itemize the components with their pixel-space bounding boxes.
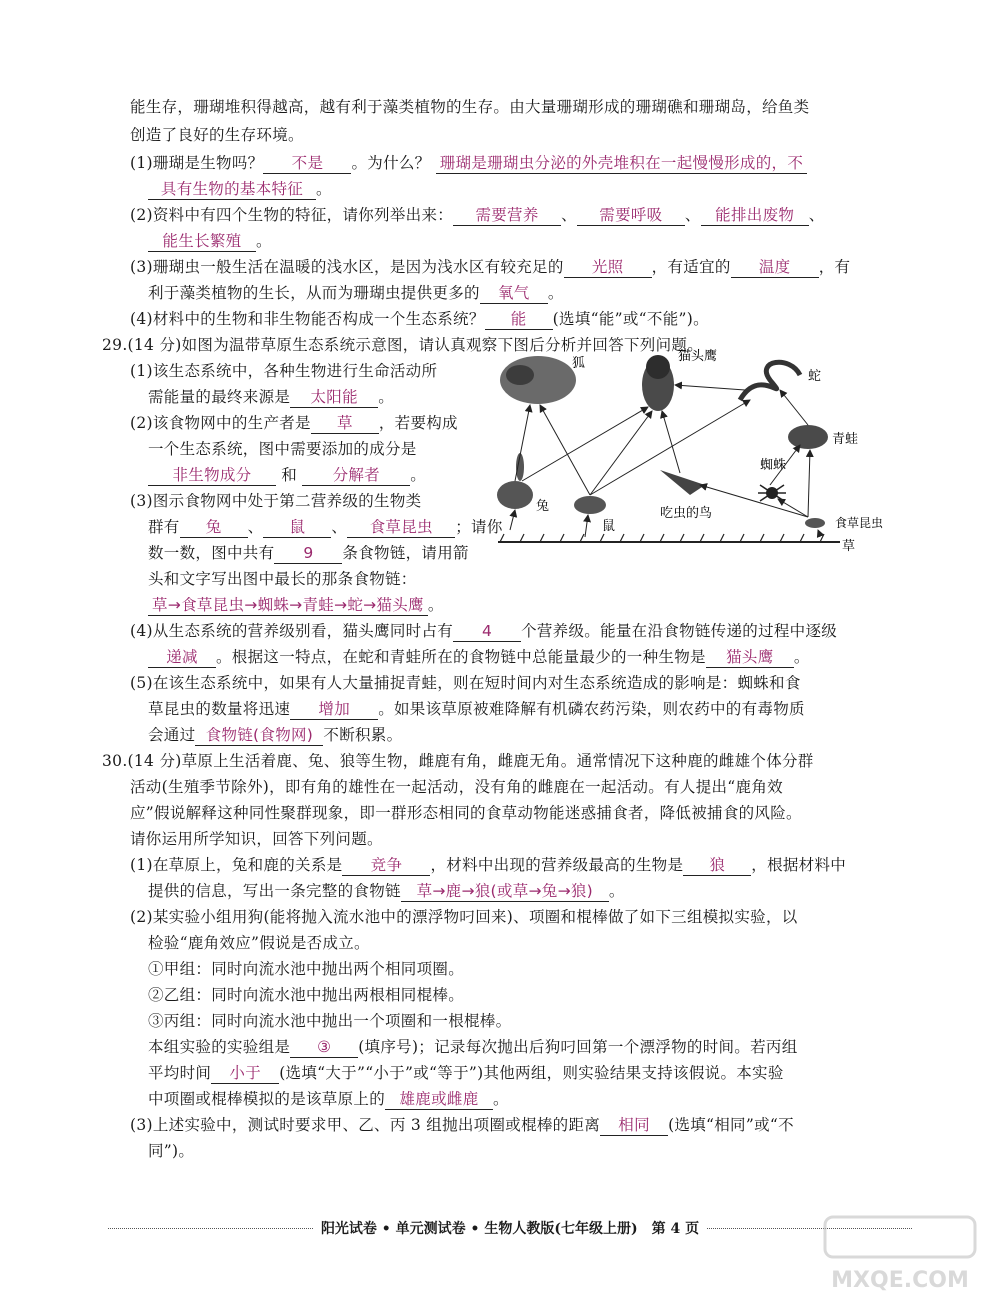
q29-p2-line1	[130, 412, 458, 434]
punct: 。	[793, 648, 810, 666]
q30-p3-text2: (选填“相同”或“不	[668, 1116, 794, 1134]
punct: 。	[378, 388, 395, 406]
answer-blank: 雄鹿或雌鹿	[385, 1089, 493, 1110]
spider-icon	[758, 485, 786, 501]
answer-blank: 相同	[600, 1115, 668, 1136]
answer-blank: 4	[453, 621, 521, 642]
q30-p2-text2: (填序号)；记录每次抛出后狗叼回第一个漂浮物的时间。若丙组	[358, 1038, 798, 1056]
q30-p2-text3: 平均时间	[148, 1064, 212, 1082]
q28-p2-text: (2)资料中有四个生物的特征，请你列举出来：	[130, 206, 454, 224]
insect-icon	[805, 518, 825, 528]
q29-p4-line2	[148, 646, 810, 668]
label-bird: 吃虫的鸟	[660, 506, 713, 521]
answer-blank: 分解者	[302, 465, 410, 486]
q28-part4	[130, 308, 709, 330]
q30-p3-text: (3)上述实验中，测试时要求甲、乙、丙 3 组抛出项圈或棍棒的距离	[130, 1116, 601, 1134]
q30-stem-2: 活动(生殖季节除外)，即有角的雄性在一起活动，没有角的雌鹿在一起活动。有人提出“鹿角效	[130, 778, 783, 796]
q29-p3-line5	[148, 594, 444, 616]
fox-icon	[500, 356, 576, 404]
q30-group-1: ①甲组：同时向流水池中抛出两个相同项圈。	[148, 960, 465, 978]
answer-blank: 能	[485, 309, 553, 330]
intro-line-2: 创造了良好的生存环境。	[130, 126, 304, 144]
q30-p2-text4: (选填“大于”“小于”或“等于”)其他两组，则实验结果支持该假说。本实验	[279, 1064, 784, 1082]
q28-p3-text2: ，有适宜的	[651, 258, 731, 276]
q30-stem-4: 请你运用所学知识，回答下列问题。	[130, 830, 383, 848]
answer-blank: 增加	[290, 699, 378, 720]
grass-icon	[498, 534, 840, 542]
mouse-icon	[574, 496, 606, 514]
answer-blank: 食物链(食物网)	[195, 725, 323, 746]
footer-dots-left	[108, 1228, 313, 1229]
label-spider: 蜘蛛	[760, 458, 787, 473]
answer-blank: 草	[311, 413, 379, 434]
q29-p5-text3: 会通过	[148, 726, 196, 744]
q30-p1-text2: ，材料中出现的营养级最高的生物是	[430, 856, 684, 874]
punct: 。	[608, 882, 625, 900]
q29-p5-text2: 。如果该草原被难降解有机磷农药污染，则农药中的有毒物质	[378, 700, 805, 718]
label-mouse: 鼠	[602, 519, 616, 534]
answer-blank: ③	[290, 1037, 358, 1058]
q29-p3-line3	[148, 542, 469, 564]
q29-p3-line1: (3)图示食物网中处于第二营养级的生物类	[130, 492, 422, 510]
q28-p1-text2: 。为什么？	[351, 154, 431, 172]
q30-p2-line4	[148, 1062, 784, 1084]
watermark-logo	[815, 1215, 985, 1295]
q30-group-3: ③丙组：同时向流水池中抛出一个项圈和一根棍棒。	[148, 1012, 512, 1030]
q29-p2-text2: ，若要构成	[378, 414, 458, 432]
q30-p2-line5	[148, 1088, 509, 1110]
q29-p1-line2	[148, 386, 394, 408]
q28-part2-cont	[148, 230, 272, 252]
q28-part3-cont	[148, 282, 564, 304]
punct: 、	[331, 518, 348, 536]
punct: 。	[410, 466, 427, 484]
q30-p2-text5: 中项圈或棍棒模拟的是该草原上的	[148, 1090, 386, 1108]
q29-p4-text2: 个营养级。能量在沿食物链传递的过程中逐级	[521, 622, 838, 640]
q29-p4-line1	[130, 620, 837, 642]
punct: 。	[547, 284, 564, 302]
q30-group-2: ②乙组：同时向流水池中抛出两根相同棍棒。	[148, 986, 465, 1004]
q29-p5-line1: (5)在该生态系统中，如果有人大量捕捉青蛙，则在短时间内对生态系统造成的影响是：蜘蛛和食	[130, 674, 801, 692]
punct: 、	[247, 518, 264, 536]
answer-blank: 小于	[211, 1063, 279, 1084]
q28-part1-cont	[148, 178, 332, 200]
q30-p1-text3: ，根据材料中	[751, 856, 847, 874]
answer-blank: 能排出废物	[701, 205, 809, 226]
label-rabbit: 兔	[536, 499, 550, 514]
answer-blank: 能生长繁殖	[148, 231, 256, 252]
label-insect: 食草昆虫	[835, 516, 884, 530]
answer-blank: 猫头鹰	[706, 647, 794, 668]
answer-blank: 草→食草昆虫→蜘蛛→青蛙→蛇→猫头鹰	[148, 595, 428, 616]
q29-p4-text3: 。根据这一特点，在蛇和青蛙所在的食物链中总能量最少的一种生物是	[216, 648, 706, 666]
q29-p5-line3	[148, 724, 402, 746]
q29-p3-line2	[148, 516, 503, 538]
answer-blank: 具有生物的基本特征	[148, 179, 316, 200]
q28-part1	[130, 152, 807, 174]
answer-blank: 太阳能	[290, 387, 378, 408]
q28-p4-text2: (选填“能”或“不能”)。	[552, 310, 709, 328]
q29-p3-text2: ；请你	[455, 518, 503, 536]
q30-p1-text: (1)在草原上，兔和鹿的关系是	[130, 856, 343, 874]
q30-p3-line1	[130, 1114, 794, 1136]
q28-p1-text: (1)珊瑚是生物吗？	[130, 154, 264, 172]
answer-blank: 需要营养	[453, 205, 561, 226]
q29-p2-and: 和	[281, 466, 298, 484]
frog-icon	[788, 425, 828, 449]
answer-blank: 兔	[180, 517, 248, 538]
label-frog: 青蛙	[832, 432, 859, 447]
bird-icon	[660, 470, 705, 495]
page-footer	[100, 1218, 920, 1238]
answer-blank: 草→鹿→狼(或草→兔→狼)	[401, 881, 609, 902]
punct: 、	[684, 206, 701, 224]
answer-blank: 珊瑚是珊瑚虫分泌的外壳堆积在一起慢慢形成的，不	[436, 153, 807, 174]
label-fox: 狐	[572, 356, 586, 371]
answer-blank: 狼	[683, 855, 751, 876]
q29-p1-text: 需能量的最终来源是	[148, 388, 291, 406]
q29-p1-line1: (1)该生态系统中，各种生物进行生命活动所	[130, 362, 438, 380]
q29-p5-text: 草昆虫的数量将迅速	[148, 700, 291, 718]
snake-icon	[740, 362, 800, 400]
q29-p2-line2: 一个生态系统，图中需要添加的成分是	[148, 440, 417, 458]
answer-blank: 氧气	[480, 283, 548, 304]
punct: 。	[493, 1090, 509, 1108]
q29-p5-text4: 不断积累。	[323, 726, 403, 744]
q29-p4-text: (4)从生态系统的营养级别看，猫头鹰同时占有	[130, 622, 454, 640]
label-snake: 蛇	[808, 369, 822, 384]
answer-blank: 递减	[148, 647, 216, 668]
q30-p2-line3	[148, 1036, 798, 1058]
answer-blank: 光照	[564, 257, 652, 278]
q28-part3	[130, 256, 850, 278]
q29-p3-text: 群有	[148, 518, 180, 536]
label-grass: 草	[842, 539, 856, 554]
answer-blank: 竞争	[342, 855, 430, 876]
footer-text: 阳光试卷 • 单元测试卷 • 生物人教版(七年级上册) 第 4 页	[320, 1221, 700, 1237]
q29-p3-line4: 头和文字写出图中最长的那条食物链：	[148, 570, 417, 588]
q29-p3-text4: 条食物链，请用箭	[342, 544, 469, 562]
q30-p2-line2: 检验“鹿角效应”假说是否成立。	[148, 934, 370, 952]
q28-part2	[130, 204, 825, 226]
answer-blank: 非生物成分	[148, 465, 276, 486]
watermark-text: MXQE.COM	[831, 1268, 969, 1293]
q29-stem: 29.(14 分)如图为温带草原生态系统示意图，请认真观察下图后分析并回答下列问题。	[102, 336, 703, 354]
punct: 。	[316, 180, 332, 198]
food-web-figure	[490, 345, 900, 560]
q29-p3-text3: 数一数，图中共有	[148, 544, 275, 562]
q28-p3-text: (3)珊瑚虫一般生活在温暖的浅水区，是因为浅水区有较充足的	[130, 258, 564, 276]
punct: 。	[427, 596, 444, 614]
q30-p2-line1: (2)某实验小组用狗(能将抛入流水池中的漂浮物叼回来)、项圈和棍棒做了如下三组模拟实验，以	[130, 908, 798, 926]
q29-p2-line3	[148, 464, 426, 486]
label-owl: 猫头鹰	[678, 349, 718, 364]
q28-p3-text4: 利于藻类植物的生长，从而为珊瑚虫提供更多的	[148, 284, 480, 302]
q28-p4-text: (4)材料中的生物和非生物能否构成一个生态系统？	[130, 310, 485, 328]
answer-blank: 温度	[731, 257, 819, 278]
q30-stem-1: 30.(14 分)草原上生活着鹿、兔、狼等生物，雌鹿有角，雌鹿无角。通常情况下这种鹿的雌雄个体分群	[102, 752, 814, 770]
q30-p1-text4: 提供的信息，写出一条完整的食物链	[148, 882, 401, 900]
q30-p1-line1	[130, 854, 846, 876]
answer-blank: 食草昆虫	[347, 517, 455, 538]
q30-p1-line2	[148, 880, 625, 902]
answer-blank: 不是	[263, 153, 351, 174]
q29-p5-line2	[148, 698, 805, 720]
q30-p3-line2: 同”)。	[148, 1142, 195, 1160]
q30-p2-text: 本组实验的实验组是	[148, 1038, 291, 1056]
intro-line-1: 能生存，珊瑚堆积得越高，越有利于藻类植物的生存。由大量珊瑚形成的珊瑚礁和珊瑚岛，给鱼类	[130, 98, 810, 116]
answer-blank: 鼠	[263, 517, 331, 538]
owl-icon	[642, 355, 674, 411]
punct: 、	[808, 206, 825, 224]
q30-stem-3: 应”假说解释这种同性聚群现象，即一群形态相同的食草动物能迷惑捕食者，降低被捕食的风险。	[130, 804, 802, 822]
answer-blank: 需要呼吸	[577, 205, 685, 226]
q28-p3-text3: ，有	[818, 258, 851, 276]
q29-p2-text: (2)该食物网中的生产者是	[130, 414, 311, 432]
answer-blank: 9	[274, 543, 342, 564]
punct: 。	[256, 232, 272, 250]
punct: 、	[561, 206, 577, 224]
